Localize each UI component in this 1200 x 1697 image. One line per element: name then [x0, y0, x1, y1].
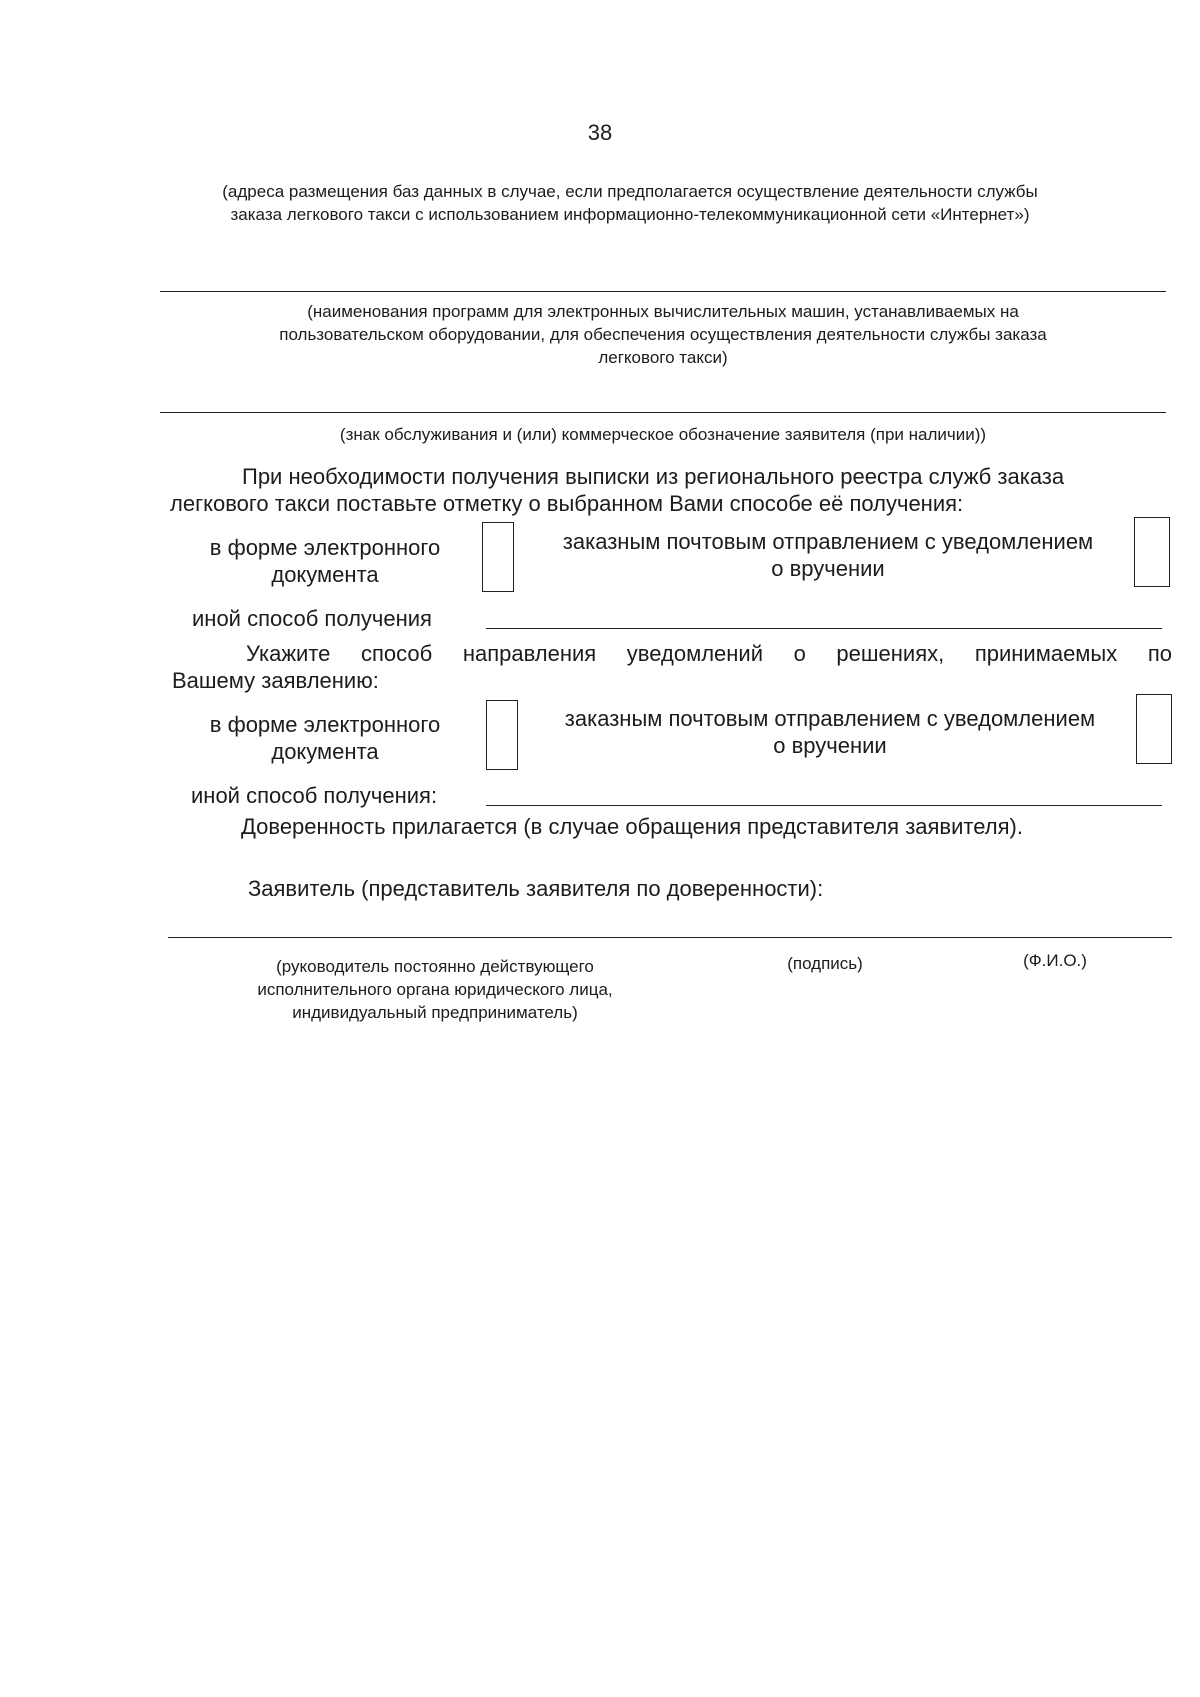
caption-line: (адреса размещения баз данных в случае, если предполагается осуществление деятельности службы — [222, 182, 1038, 201]
applicant-label: Заявитель (представитель заявителя по доверенности): — [248, 876, 824, 901]
caption-line: индивидуальный предприниматель) — [292, 1003, 578, 1022]
label-line: документа — [271, 739, 379, 764]
signature-sign-caption: (подпись) — [787, 954, 863, 973]
caption-line: легкового такси) — [598, 348, 728, 367]
extract-mail-checkbox[interactable] — [1134, 517, 1170, 587]
signature-role-caption — [200, 955, 670, 1024]
db-address-caption — [150, 180, 1110, 226]
notify-mail-checkbox[interactable] — [1136, 694, 1172, 764]
label-line: о вручении — [771, 556, 885, 581]
notify-electronic-checkbox[interactable] — [486, 700, 518, 770]
label-line: заказным почтовым отправлением с уведомлением — [564, 706, 1096, 731]
power-of-attorney-text: Доверенность прилагается (в случае обращения представителя заявителя). — [241, 814, 1023, 839]
notify-intro-line-1: Укажите способ направления уведомлений о решениях, принимаемых по — [246, 641, 1172, 666]
caption-line: заказа легкового такси с использованием информационно-телекоммуникационной сети «Интернет») — [230, 205, 1030, 224]
extract-other-label: иной способ получения — [192, 606, 432, 631]
notify-other-field[interactable] — [486, 805, 1162, 806]
signature-field-line[interactable] — [168, 937, 1172, 938]
signature-name-caption: (Ф.И.О.) — [1023, 951, 1087, 970]
programs-caption — [160, 300, 1166, 369]
extract-intro-line-2: легкового такси поставьте отметку о выбранном Вами способе её получения: — [170, 491, 964, 516]
notify-other-label: иной способ получения: — [191, 783, 438, 808]
label-line: о вручении — [773, 733, 887, 758]
extract-intro-line-1: При необходимости получения выписки из регионального реестра служб заказа — [242, 464, 1065, 489]
extract-other-field[interactable] — [486, 628, 1162, 629]
page-number: 38 — [587, 120, 613, 145]
label-line: заказным почтовым отправлением с уведомлением — [562, 529, 1094, 554]
programs-field-line[interactable] — [160, 291, 1166, 292]
label-line: документа — [271, 562, 379, 587]
caption-line: пользовательском оборудовании, для обеспечения осуществления деятельности службы заказа — [279, 325, 1047, 344]
caption-line: (наименования программ для электронных вычислительных машин, устанавливаемых на — [307, 302, 1019, 321]
caption-line: (руководитель постоянно действующего — [276, 957, 594, 976]
extract-electronic-label — [180, 534, 470, 588]
extract-mail-label — [528, 528, 1128, 582]
extract-electronic-checkbox[interactable] — [482, 522, 514, 592]
caption-line: исполнительного органа юридического лица, — [257, 980, 613, 999]
label-line: в форме электронного — [209, 535, 441, 560]
service-mark-caption: (знак обслуживания и (или) коммерческое обозначение заявителя (при наличии)) — [339, 425, 987, 444]
label-line: в форме электронного — [209, 712, 441, 737]
notify-mail-label — [530, 705, 1130, 759]
notify-intro-line-2: Вашему заявлению: — [172, 668, 379, 693]
service-mark-field-line[interactable] — [160, 412, 1166, 413]
notify-electronic-label — [180, 711, 470, 765]
